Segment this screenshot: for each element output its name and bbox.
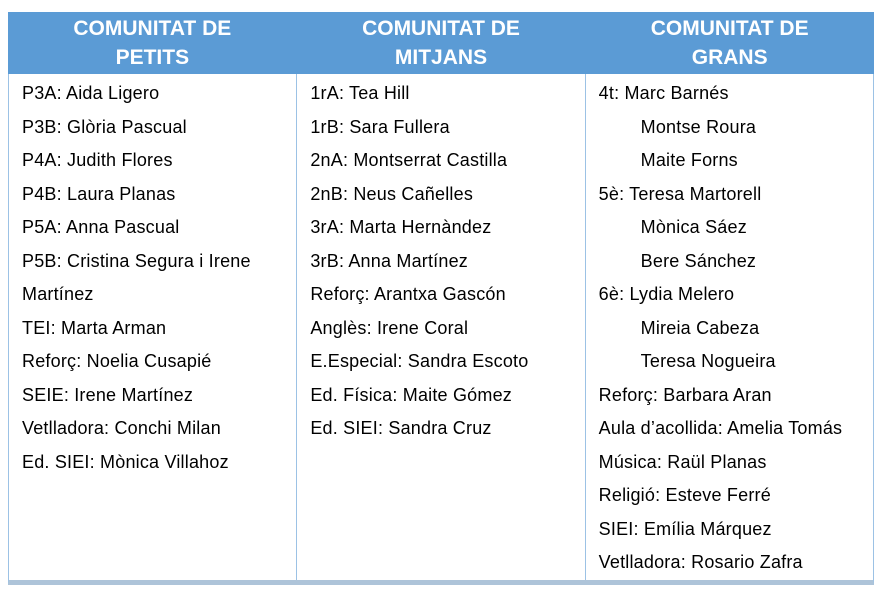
staff-entry: 3rA: Marta Hernàndez: [310, 217, 492, 237]
staff-entry: 2nA: Montserrat Castilla: [310, 150, 508, 170]
staff-entry: 1rB: Sara Fullera: [310, 116, 450, 137]
column-mitjans: [296, 74, 584, 580]
staff-entry: P4A: Judith Flores: [22, 150, 173, 170]
column-header-petits: [8, 14, 297, 72]
staff-entry: Vetlladora: Conchi Milan: [22, 418, 221, 438]
staff-entry: Música: Raül Planas: [598, 451, 767, 472]
staff-entry: Reforç: Arantxa Gascón: [310, 284, 506, 304]
staff-entry: Mireia Cabeza: [640, 317, 760, 338]
column-grans: [585, 74, 873, 580]
staff-entry: Vetlladora: Rosario Zafra: [598, 552, 803, 572]
staff-entry: 6è: Lydia Melero: [598, 284, 735, 304]
staff-entry: 4t: Marc Barnés: [598, 83, 729, 103]
column-title: COMUNITAT DE GRANS: [650, 17, 809, 69]
column-petits: [9, 74, 296, 580]
staff-entry: Aula d’acollida: Amelia Tomás: [598, 418, 843, 438]
staff-entry: 3rB: Anna Martínez: [310, 250, 469, 271]
staff-entry: 5è: Teresa Martorell: [598, 183, 762, 204]
staff-entry: Montse Roura: [640, 116, 757, 137]
staff-entry: Ed. Física: Maite Gómez: [310, 384, 512, 405]
staff-entry: Anglès: Irene Coral: [310, 317, 469, 338]
staff-entry: Reforç: Noelia Cusapié: [22, 351, 212, 371]
staff-entry: TEI: Marta Arman: [22, 317, 167, 338]
staff-entry: Teresa Nogueira: [640, 351, 776, 371]
staff-entry: P5A: Anna Pascual: [22, 217, 180, 237]
staff-entry: 1rA: Tea Hill: [310, 83, 410, 103]
staff-entry: E.Especial: Sandra Escoto: [310, 351, 529, 371]
table-body: [8, 74, 874, 585]
staff-entry: 2nB: Neus Cañelles: [310, 183, 474, 204]
column-title: COMUNITAT DE MITJANS: [362, 17, 520, 69]
staff-entry: P3B: Glòria Pascual: [22, 116, 187, 137]
staff-entry: SEIE: Irene Martínez: [22, 384, 194, 405]
staff-entry: Maite Forns: [640, 150, 738, 170]
staff-entry: P3A: Aida Ligero: [22, 83, 160, 103]
staff-entry: P5B: Cristina Segura i Irene Martínez: [22, 250, 251, 304]
column-header-grans: [585, 14, 874, 72]
column-header-mitjans: [297, 14, 586, 72]
table-header-row: [8, 12, 874, 74]
staff-entry: P4B: Laura Planas: [22, 183, 176, 204]
staff-entry: Ed. SIEI: Mònica Villahoz: [22, 451, 229, 472]
staff-entry: Religió: Esteve Ferré: [598, 485, 771, 505]
staff-entry: Reforç: Barbara Aran: [598, 384, 772, 405]
staff-entry: Bere Sánchez: [640, 250, 757, 271]
column-title: COMUNITAT DE PETITS: [73, 17, 232, 69]
staff-entry: Ed. SIEI: Sandra Cruz: [310, 418, 492, 438]
staff-entry: Mònica Sáez: [640, 217, 747, 237]
staff-table: [8, 12, 874, 585]
staff-entry: SIEI: Emília Márquez: [598, 518, 772, 539]
